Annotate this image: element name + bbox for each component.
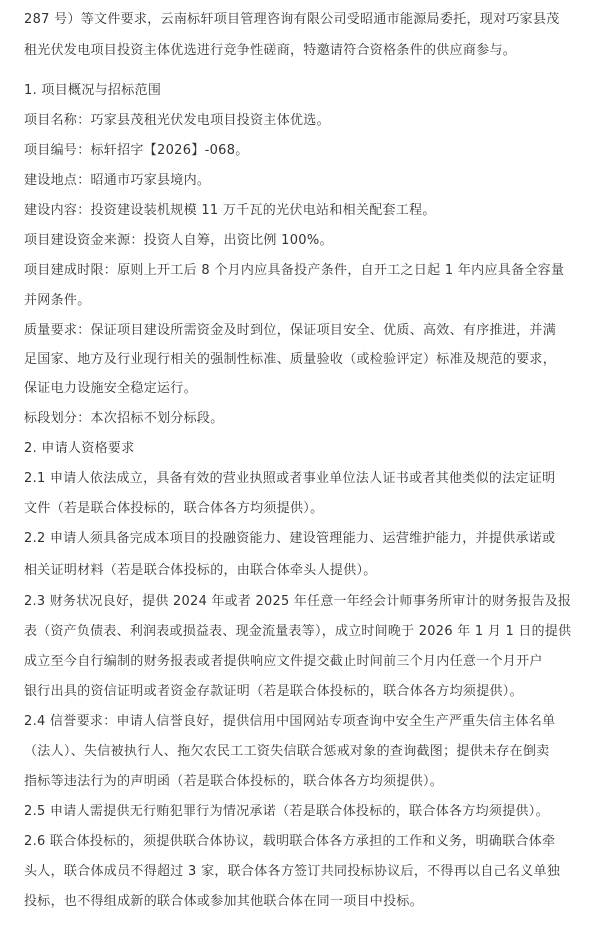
text-line: 2.4 信誉要求：申请人信誉良好，提供信用中国网站专项查询中安全生产严重失信主体名单 (24, 714, 556, 729)
text-line: 2.6 联合体投标的，须提供联合体协议，载明联合体各方承担的工作和义务，明确联合体牵 (24, 834, 556, 849)
text-line: 表（资产负债表、利润表或损益表、现金流量表等），成立时间晚于 2026 年 1 月 1 日的提供 (24, 624, 572, 639)
text-line: 287 号）等文件要求，云南标轩项目管理咨询有限公司受昭通市能源局委托，现对巧家县茂 (24, 12, 560, 27)
section-heading-qualification: 2. 申请人资格要求 (24, 441, 135, 456)
text-line: 质量要求：保证项目建设所需资金及时到位，保证项目安全、优质、高效、有序推进，并满 (24, 323, 557, 338)
text-line: （法人）、失信被执行人、拖欠农民工工资失信联合惩戒对象的查询截图；提供未存在倒卖 (24, 744, 550, 759)
text-line: 2.1 申请人依法成立，具备有效的营业执照或者事业单位法人证书或者其他类似的法定证明 (24, 471, 556, 486)
text-line: 2.3 财务状况良好，提供 2024 年或者 2025 年任意一年经会计师事务所审计的财务报告及报 (24, 594, 572, 609)
text-line: 2.5 申请人需提供无行贿犯罪行为情况承诺（若是联合体投标的，联合体各方均须提供）。 (24, 804, 549, 819)
section-heading-project-overview: 1. 项目概况与招标范围 (24, 83, 162, 98)
text-line: 银行出具的资信证明或者资金存款证明（若是联合体投标的，联合体各方均须提供）。 (24, 684, 523, 699)
text-line: 租光伏发电项目投资主体优选进行竞争性磋商，特邀请符合资格条件的供应商参与。 (24, 43, 517, 58)
text-line: 指标等违法行为的声明函（若是联合体投标的，联合体各方均须提供）。 (24, 774, 444, 789)
text-line: 保证电力设施安全稳定运行。 (24, 381, 197, 396)
text-line: 项目名称：巧家县茂租光伏发电项目投资主体优选。 (24, 113, 330, 128)
text-line: 项目建成时限：原则上开工后 8 个月内应具备投产条件，自开工之日起 1 年内应具备全容量 (24, 263, 565, 278)
text-line: 头人，联合体成员不得超过 3 家，联合体各方签订共同投标协议后，不得再以自己名义单独 (24, 864, 561, 879)
text-line: 建设内容：投资建设装机规模 11 万千瓦的光伏电站和相关配套工程。 (24, 203, 436, 218)
text-line: 投标，也不得组成新的联合体或参加其他联合体在同一项目中投标。 (24, 894, 424, 909)
text-line: 建设地点：昭通市巧家县境内。 (24, 173, 211, 188)
text-line: 文件（若是联合体投标的，联合体各方均须提供）。 (24, 501, 324, 516)
text-line: 项目编号：标轩招字【2026】-068。 (24, 143, 249, 158)
text-line: 2.2 申请人须具备完成本项目的投融资能力、建设管理能力、运营维护能力，并提供承诺或 (24, 531, 556, 546)
text-line: 相关证明材料（若是联合体投标的，由联合体牵头人提供）。 (24, 563, 377, 578)
text-line: 足国家、地方及行业现行相关的强制性标准、质量验收（或检验评定）标准及规范的要求， (24, 352, 557, 367)
text-line: 项目建设资金来源：投资人自筹，出资比例 100%。 (24, 233, 333, 248)
text-line: 成立至今自行编制的财务报表或者提供响应文件提交截止时间前三个月内任意一个月开户 (24, 654, 543, 669)
text-line: 并网条件。 (24, 293, 91, 308)
text-line: 标段划分：本次招标不划分标段。 (24, 411, 224, 426)
